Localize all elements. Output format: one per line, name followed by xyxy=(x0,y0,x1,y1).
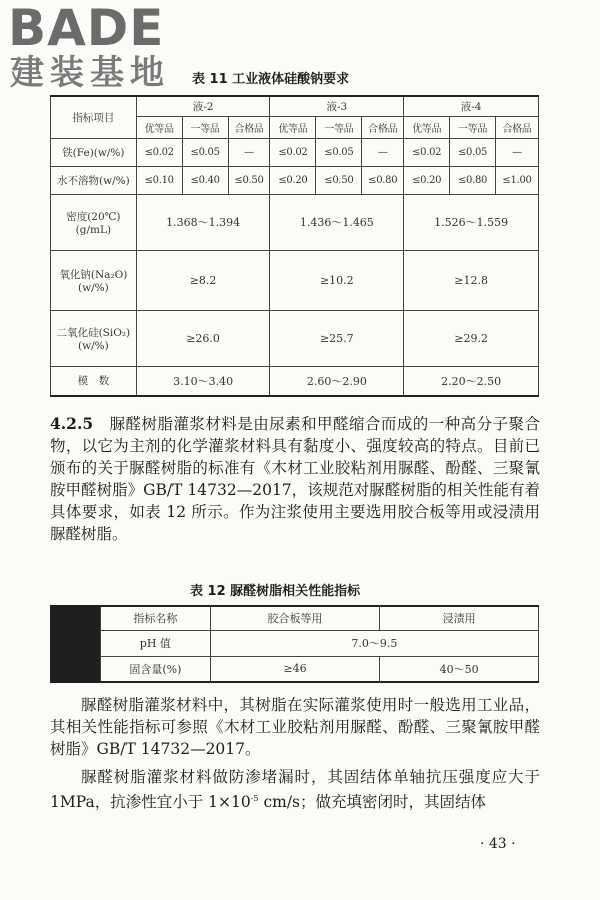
table-cell: 1.526～1.559 xyxy=(404,194,539,250)
table-cell: ≥10.2 xyxy=(270,250,404,310)
paragraph-resin-usage: 脲醛树脂灌浆材料中，其树脂在实际灌浆使用时一般选用工业品，其相关性能指标可参照《木材工业胶粘剂用脲醛、酚醛、三聚氰胺甲醛树脂》GB/T 14732—2017。 xyxy=(50,696,540,758)
grade-header: 合格品 xyxy=(362,116,404,138)
table-cell: 1.368～1.394 xyxy=(136,194,270,250)
row-label: 密度(20℃) (g/mL) xyxy=(51,194,137,250)
grade-header: 一等品 xyxy=(450,116,496,138)
grade-header: 一等品 xyxy=(316,116,362,138)
table-cell: 3.10～3.40 xyxy=(136,366,270,396)
table-cell: ≥29.2 xyxy=(404,310,539,366)
table-row xyxy=(51,166,539,194)
page-number: · 43 · xyxy=(480,836,516,852)
table-cell: ≤0.80 xyxy=(362,166,404,194)
table-cell: ≥26.0 xyxy=(136,310,270,366)
table-row xyxy=(51,310,539,366)
group-header: 液-3 xyxy=(270,96,404,116)
table-cell: ≤0.20 xyxy=(404,166,450,194)
row-label: 水不溶物(w/%) xyxy=(51,166,137,194)
table12-header: 浸渍用 xyxy=(380,606,539,630)
table-row xyxy=(51,366,539,396)
table-cell: ≤0.05 xyxy=(450,138,496,166)
table-cell: — xyxy=(496,138,539,166)
table-cell: ≤0.02 xyxy=(404,138,450,166)
paragraph-text: 脲醛树脂灌浆材料是由尿素和甲醛缩合而成的一种高分子聚合物，以它为主剂的化学灌浆材料具有黏度小、强度较高的特点。目前已颁布的关于脲醛树脂的标准有《木材工业胶粘剂用脲醛、酚醛、三聚氰胺甲醛树脂》GB/T 14732—2017，该规范对脲醛树脂的相关性能有着具体要求，如表 12 所示。作为注浆使用主要选用胶合板等用或浸渍用脲醛树脂。 xyxy=(50,415,540,543)
table-cell: ≤0.05 xyxy=(316,138,362,166)
table-cell: 1.436～1.465 xyxy=(270,194,404,250)
table-row xyxy=(101,630,539,656)
row-label: 模 数 xyxy=(51,366,137,396)
paragraph-performance: 脲醛树脂灌浆材料做防渗堵漏时，其固结体单轴抗压强度应大于 1MPa，抗渗性宜小于 $1\times 10^{-5}$ cm/s；做充填密闭时，其固结体 xyxy=(50,768,540,812)
table-row xyxy=(51,138,539,166)
table11-caption: 表 11 工业液体硅酸钠要求 xyxy=(192,72,350,87)
grade-header: 合格品 xyxy=(228,116,270,138)
table-cell: 2.60～2.90 xyxy=(270,366,404,396)
table-cell: 2.20～2.50 xyxy=(404,366,539,396)
table-cell: 40～50 xyxy=(380,656,539,682)
grade-header: 优等品 xyxy=(270,116,316,138)
table12-header: 胶合板等用 xyxy=(210,606,380,630)
table-cell: ≤0.20 xyxy=(270,166,316,194)
table-row xyxy=(51,250,539,310)
table-cell: ≥8.2 xyxy=(136,250,270,310)
table-cell: ≤0.10 xyxy=(136,166,182,194)
table-cell: ≤0.50 xyxy=(228,166,270,194)
grade-header: 合格品 xyxy=(496,116,539,138)
row-label: 氧化钠(Na₂O) (w/%) xyxy=(51,250,137,310)
table-row xyxy=(101,656,539,682)
table-row xyxy=(51,194,539,250)
table-cell: 7.0～9.5 xyxy=(210,630,538,656)
table-cell: — xyxy=(228,138,270,166)
paragraph-4-2-5 xyxy=(50,413,540,567)
table-cell: ≤0.02 xyxy=(270,138,316,166)
table-cell: ≥25.7 xyxy=(270,310,404,366)
table12-caption: 表 12 脲醛树脂相关性能指标 xyxy=(190,584,361,599)
logo-subtitle: 建装基地 xyxy=(10,53,170,93)
grade-header: 一等品 xyxy=(182,116,228,138)
table-cell: ≤1.00 xyxy=(496,166,539,194)
logo-wordmark: BADE xyxy=(8,0,165,57)
table12-header: 指标名称 xyxy=(101,606,211,630)
table-cell: ≥46 xyxy=(210,656,380,682)
table11-corner: 指标项目 xyxy=(51,96,137,138)
table11 xyxy=(50,95,539,397)
row-label: pH 值 xyxy=(101,630,211,656)
site-logo xyxy=(8,2,178,94)
group-header: 液-4 xyxy=(404,96,539,116)
row-label: 铁(Fe)(w/%) xyxy=(51,138,137,166)
table-cell: ≤0.02 xyxy=(136,138,182,166)
section-number: 4.2.5 xyxy=(50,414,94,433)
row-label: 固含量(%) xyxy=(101,656,211,682)
table-cell: — xyxy=(362,138,404,166)
grade-header: 优等品 xyxy=(404,116,450,138)
row-label: 二氧化硅(SiO₂) (w/%) xyxy=(51,310,137,366)
table-cell: ≤0.40 xyxy=(182,166,228,194)
table-cell: ≥12.8 xyxy=(404,250,539,310)
redaction-block xyxy=(50,605,100,683)
table-cell: ≤0.80 xyxy=(450,166,496,194)
grade-header: 优等品 xyxy=(136,116,182,138)
table-cell: ≤0.05 xyxy=(182,138,228,166)
table-cell: ≤0.50 xyxy=(316,166,362,194)
table12 xyxy=(100,605,539,683)
group-header: 液-2 xyxy=(136,96,270,116)
